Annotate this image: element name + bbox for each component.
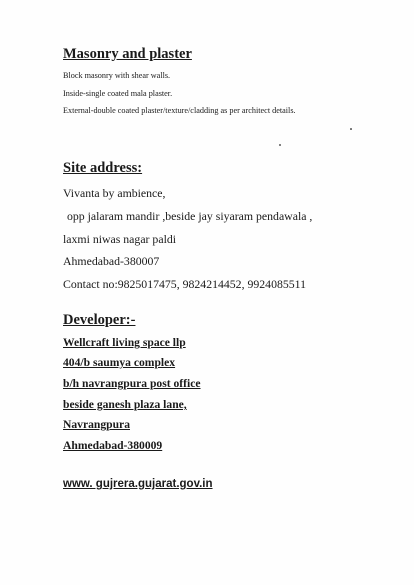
developer-line-4: beside ganesh plaza lane, [63,398,187,411]
developer-line-2: 404/b saumya complex [63,356,176,369]
masonry-line-2: Inside-single coated mala plaster. [63,89,173,98]
site-address-heading: Site address: [63,160,143,176]
developer-line-3: b/h navrangpura post office [63,377,201,390]
scan-speck [350,128,352,130]
website-link[interactable]: www. gujrera.gujarat.gov.in [63,478,213,490]
site-contact-line: Contact no:9825017475, 9824214452, 9924085511 [63,277,307,291]
masonry-heading: Masonry and plaster [63,46,192,62]
developer-line-5: Navrangpura [63,418,130,431]
scan-speck [279,144,281,146]
developer-heading: Developer:- [63,312,136,328]
masonry-line-1: Block masonry with shear walls. [63,71,171,80]
masonry-line-3: External-double coated plaster/texture/cladding as per architect details. [63,106,296,115]
site-address-line-2: opp jalaram mandir ,beside jay siyaram pendawala , [67,209,313,223]
site-address-line-3: laxmi niwas nagar paldi [63,232,177,246]
site-address-line-4: Ahmedabad-380007 [63,254,160,268]
developer-line-1: Wellcraft living space llp [63,336,186,349]
developer-line-6: Ahmedabad-380009 [63,439,163,452]
site-address-line-1: Vivanta by ambience, [63,186,166,200]
